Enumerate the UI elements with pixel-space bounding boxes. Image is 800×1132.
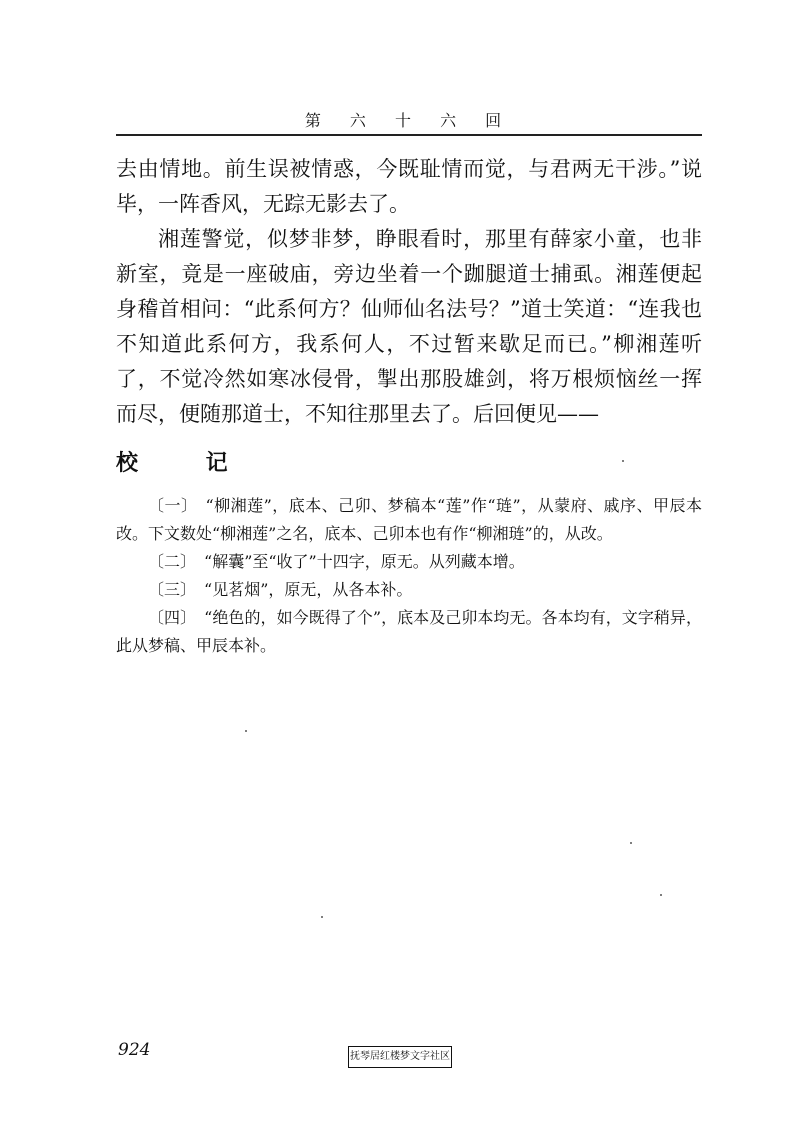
paragraph: 去由情地。前生误被情惑，今既耻情而觉，与君两无干涉。”说毕，一阵香风，无踪无影去了。 <box>116 157 702 216</box>
note-number: 〔二〕 <box>148 552 197 571</box>
notes-list <box>116 492 702 660</box>
section-heading: 校 记 <box>116 450 258 476</box>
main-text <box>116 152 702 432</box>
note-number: 〔三〕 <box>148 580 197 599</box>
note-item <box>116 548 702 576</box>
note-text: “柳湘莲”，底本、己卯、梦稿本“莲”作“琏”，从蒙府、戚序、甲辰本改。下文数处“柳湘莲”之名，底本、己卯本也有作“柳湘琏”的，从改。 <box>116 496 702 543</box>
chapter-title: 第 六 十 六 回 <box>304 111 514 130</box>
watermark-stamp: 抚琴居红楼梦文字社区 <box>348 1046 452 1068</box>
scan-speck <box>622 460 624 462</box>
page-number: 924 <box>118 1040 151 1060</box>
paragraph: 湘莲警觉，似梦非梦，睁眼看时，那里有薛家小童，也非新室，竟是一座破庙，旁边坐着一个跏腿道士捕虱。湘莲便起身稽首相问：“此系何方？仙师仙名法号？”道士笑道：“连我也不知道此系何方，我系何人，不过暂来歇足而已。”柳湘莲听了，不觉冷然如寒冰侵骨，掣出那股雄剑，将万根烦恼丝一挥而尽，便随那道士，不知往那里去了。后回便见—— <box>116 227 702 426</box>
note-text: “解囊”至“收了”十四字，原无。从列藏本增。 <box>204 552 525 571</box>
note-item <box>116 604 702 660</box>
note-text: “见茗烟”，原无，从各本补。 <box>204 580 413 599</box>
scan-speck <box>245 730 247 732</box>
scan-speck <box>321 916 323 918</box>
note-number: 〔一〕 <box>148 496 198 515</box>
note-item <box>116 576 702 604</box>
note-text: “绝色的，如今既得了个”，底本及己卯本均无。各本均有，文字稍异，此从梦稿、甲辰本补。 <box>116 608 702 655</box>
page-header <box>116 104 702 136</box>
scan-speck <box>630 842 632 844</box>
scan-speck <box>660 894 662 896</box>
note-item <box>116 492 702 548</box>
note-number: 〔四〕 <box>148 608 197 627</box>
